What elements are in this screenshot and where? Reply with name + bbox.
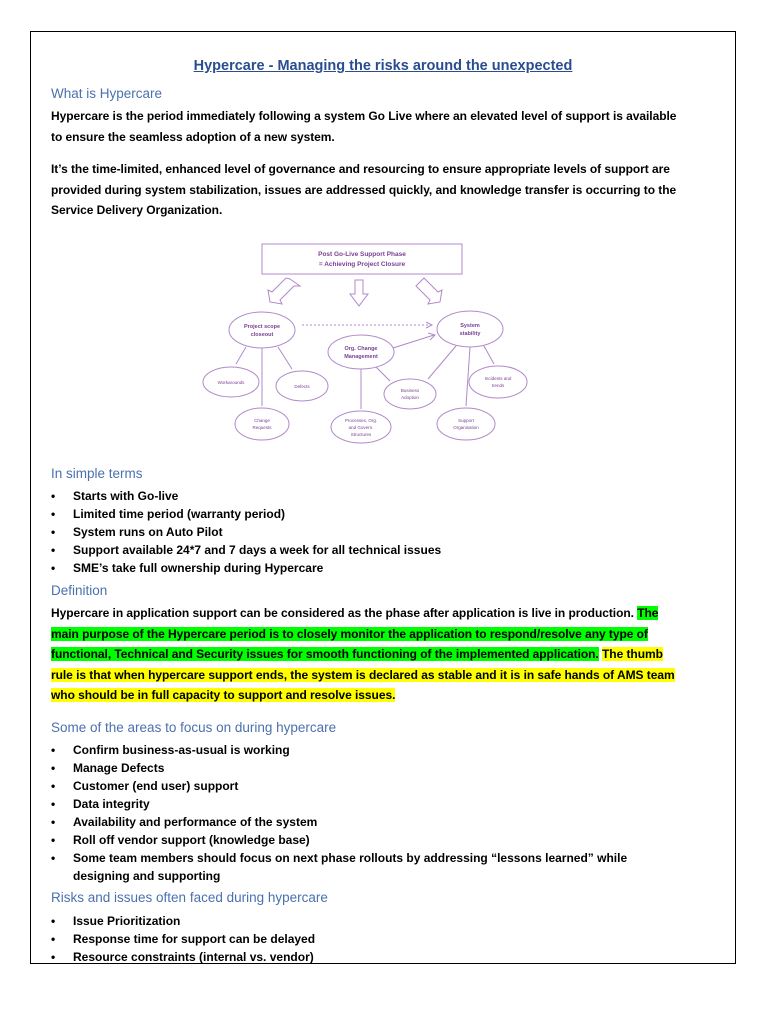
node-change-requests [235,408,289,440]
paragraph-definition-2: It’s the time-limited, enhanced level of governance and resourcing to ensure appropriate levels of support are provided during system stabilization, issues are addressed quickly, and knowledge transfer is occurring to the Service Delivery Organization. [51,162,677,217]
label-defects: Defects [294,384,310,389]
node-project-scope [229,312,295,348]
focus-areas-list [51,741,681,885]
label-processes-2: and Govern. [348,425,374,430]
label-workarounds: Workarounds [217,380,245,385]
list-item: • Issue Prioritization [51,912,681,930]
heading-definition: Definition [51,583,108,598]
list-item: • Availability and performance of the system [51,813,681,831]
label-support-1: Support [458,418,474,423]
label-business-2: Adoption [401,395,419,400]
arrow-right-icon [416,278,442,304]
node-system-stability [437,311,503,347]
list-item: • SME’s take full ownership during Hypercare [51,559,681,577]
document-title: Hypercare - Managing the risks around the unexpected [193,58,573,74]
heading-in-simple-terms: In simple terms [51,466,143,481]
label-scope-1: Project scope [243,324,281,330]
label-processes-3: Structures [350,432,372,437]
heading-risks-and-issues: Risks and issues often faced during hypercare [51,890,328,905]
top-box-line1: Post Go-Live Support Phase [318,251,406,258]
top-box [262,244,462,274]
list-item: • Data integrity [51,795,681,813]
list-item: • Response time for support can be delayed [51,930,681,948]
list-item: • Resource constraints (internal vs. vendor) [51,948,681,966]
label-business-1: Business [400,388,420,393]
simple-terms-list [51,487,681,577]
arrow-left-icon [268,278,300,304]
arrow-down-icon [350,280,368,306]
label-scope-2: closeout [250,332,274,338]
list-item: • Limited time period (warranty period) [51,505,681,523]
list-item: • Customer (end user) support [51,777,681,795]
label-stability-1: System [460,323,480,329]
list-item: • Confirm business-as-usual is working [51,741,681,759]
label-processes-1: Processes, Org. [344,418,378,423]
definition-yellow-highlight: The thumb rule is that when hypercare support ends, the system is declared as stable and it is in safe hands of AMS team who should be in full capacity to support and resolve issues. [51,647,675,702]
node-support-org [437,408,495,440]
list-item: • Roll off vendor support (knowledge base) [51,831,681,849]
heading-what-is-hypercare: What is Hypercare [51,86,163,101]
list-item: • Some team members should focus on next phase rollouts by addressing “lessons learned” while designing and supporting [51,849,681,885]
label-org-2: Management [344,354,378,360]
label-org-1: Org. Change [344,346,378,352]
label-incidents-1: Incidents and [484,376,512,381]
list-item: • System runs on Auto Pilot [51,523,681,541]
paragraph-definition-1: Hypercare is the period immediately following a system Go Live where an elevated level of support is available to ensure the seamless adoption of a new system. [51,109,677,144]
node-business-adoption [384,379,436,409]
node-incidents [469,366,527,398]
definition-plain-text: Hypercare in application support can be considered as the phase after application is live in production. [51,606,638,620]
hypercare-diagram [198,234,538,444]
list-item: • Starts with Go-live [51,487,681,505]
label-incidents-2: trends [491,383,505,388]
node-org-change [328,335,394,369]
top-box-line2: = Achieving Project Closure [318,261,406,268]
list-item: • Manage Defects [51,759,681,777]
paragraph-hypercare-definition [51,603,677,706]
label-support-2: Organisation [453,425,479,430]
label-stability-2: stability [459,331,481,337]
label-change-1: Change [254,418,270,423]
heading-areas-to-focus: Some of the areas to focus on during hypercare [51,720,337,735]
definition-green-highlight: The main purpose of the Hypercare period is to closely monitor the application to respond/resolve any type of functional, Technical and Security issues for smooth functioning of the implemented application. [51,606,659,661]
risks-list [51,912,681,966]
list-item: • Support available 24*7 and 7 days a week for all technical issues [51,541,681,559]
label-change-2: Requests [252,425,272,430]
